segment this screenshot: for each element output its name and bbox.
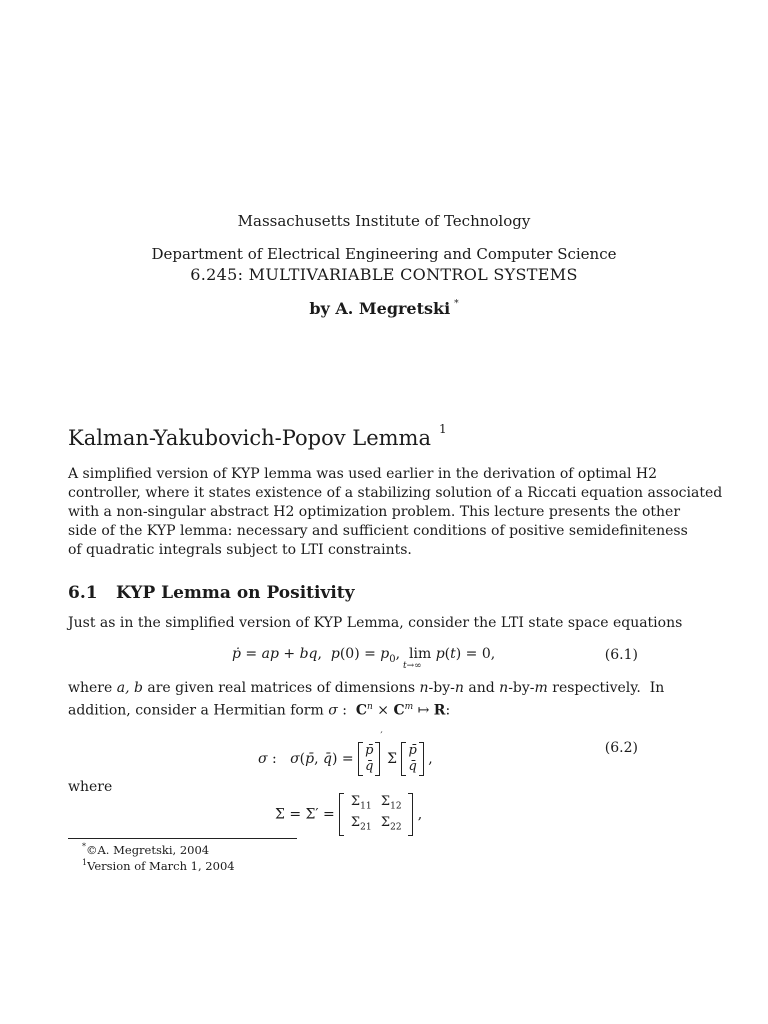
author-footnote-mark: *: [454, 298, 459, 309]
section-title: KYP Lemma on Positivity: [116, 583, 355, 603]
intro-line: controller, where it states existence of a stabilizing solution of a Riccati equation associated: [68, 485, 723, 501]
section-lead: [68, 614, 683, 633]
equation-number-6-1: (6.1): [604, 647, 638, 663]
intro-line: with a non-singular abstract H2 optimization problem. This lecture presents the other: [68, 504, 681, 520]
section-lead-text: Just as in the simplified version of KYP Lemma, consider the LTI state space equations: [68, 615, 683, 631]
footnote-text: Version of March 1, 2004: [87, 858, 235, 873]
where-paragraph: [68, 679, 665, 719]
footnote-mark: 1: [82, 858, 88, 867]
footnote-version: [82, 858, 235, 873]
section-heading: [68, 583, 355, 603]
footnote-copyright: [82, 842, 209, 857]
author-name: by A. Megretski: [309, 299, 451, 318]
institution-name: Massachusetts Institute of Technology: [237, 212, 531, 230]
lecture-title-text: Kalman-Yakubovich-Popov Lemma: [68, 426, 431, 450]
intro-paragraph: [68, 465, 723, 560]
intro-line: A simplified version of KYP lemma was used earlier in the derivation of optimal H2: [68, 466, 658, 482]
footnote-mark: *: [82, 842, 86, 851]
where-line-1: where a, b are given real matrices of dimensions n-by-n and n-by-m respectively. In: [68, 680, 665, 696]
sigma-definition: Σ = Σ′ = $\Sigma_{11}$ $\Sigma_{12}$ $\Sigma_{21}$ $\Sigma_{22}$ ,: [275, 793, 422, 836]
vector-pq: p̄ q̄: [358, 742, 380, 776]
intro-line: side of the KYP lemma: necessary and sufficient conditions of positive semidefiniteness: [68, 523, 688, 539]
equation-6-2: σ : σ(p̄, q̄) = p̄ q̄ ′ Σ p̄ q̄ ,: [258, 731, 433, 774]
footnote-text: ©A. Megretski, 2004: [86, 842, 210, 857]
vector-pq: p̄ q̄: [401, 742, 423, 776]
section-number: 6.1: [68, 583, 98, 603]
equation-6-1: ṗ = ap + bq, $p(0) = p_0$, lim t→∞ p(t) = 0,: [232, 646, 496, 671]
sigma-matrix: $\Sigma_{11}$ $\Sigma_{12}$ $\Sigma_{21}$ $\Sigma_{22}$: [339, 793, 413, 836]
where-word: where: [68, 779, 113, 795]
intro-line: of quadratic integrals subject to LTI constraints.: [68, 542, 412, 558]
equation-number-6-2: (6.2): [604, 740, 638, 756]
where-line-2: addition, consider a Hermitian form σ : $C^n \times C^m$ ↦ R:: [68, 702, 451, 719]
footnote-rule: [68, 838, 297, 839]
author-line: [0, 299, 768, 318]
department-name: Department of Electrical Engineering and Computer Science: [151, 245, 617, 263]
lecture-title-footnote-mark: 1: [439, 422, 447, 436]
course-title: 6.245: MULTIVARIABLE CONTROL SYSTEMS: [190, 265, 578, 284]
lecture-title: [68, 422, 447, 450]
